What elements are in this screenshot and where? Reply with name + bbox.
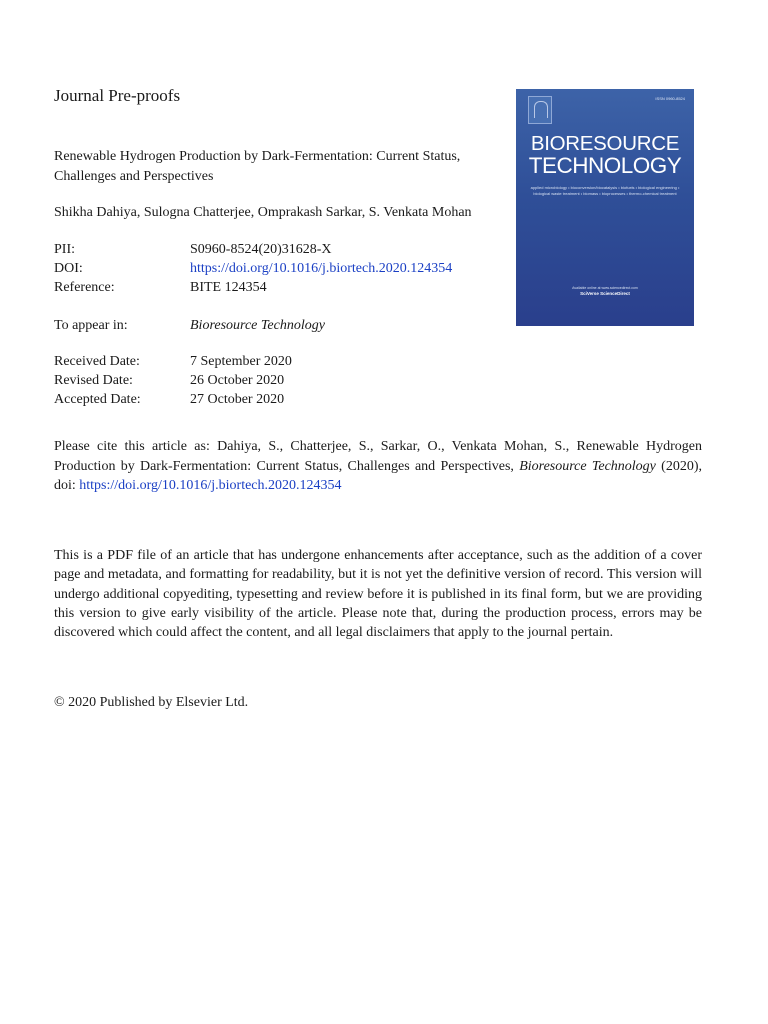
reference-label: Reference: bbox=[54, 280, 115, 295]
cover-footer-line2: SciVerse ScienceDirect bbox=[580, 291, 630, 296]
accepted-label: Accepted Date: bbox=[54, 392, 141, 407]
meta-row-pii bbox=[54, 240, 514, 259]
copyright-notice: © 2020 Published by Elsevier Ltd. bbox=[54, 695, 249, 710]
appear-journal: Bioresource Technology bbox=[190, 318, 325, 333]
cover-footer bbox=[516, 286, 694, 296]
revised-label: Revised Date: bbox=[54, 373, 133, 388]
doi-link[interactable]: https://doi.org/10.1016/j.biortech.2020.124354 bbox=[190, 261, 453, 276]
citation-year: (2020), doi: bbox=[54, 458, 703, 493]
pii-value: S0960-8524(20)31628-X bbox=[190, 242, 332, 257]
citation-doi-link[interactable]: https://doi.org/10.1016/j.biortech.2020.124354 bbox=[79, 478, 342, 493]
citation-journal: Bioresource Technology bbox=[519, 458, 656, 474]
cover-footer-line1: Available online at www.sciencedirect.com bbox=[572, 286, 638, 290]
cover-issn: ISSN 0960-8524 bbox=[655, 96, 685, 101]
journal-cover-image bbox=[516, 89, 694, 326]
meta-row-appear bbox=[54, 316, 514, 335]
cover-title-line2: TECHNOLOGY bbox=[528, 153, 682, 178]
article-authors: Shikha Dahiya, Sulogna Chatterjee, Omprakash Sarkar, S. Venkata Mohan bbox=[54, 205, 472, 220]
meta-row-received bbox=[54, 352, 514, 371]
pii-label: PII: bbox=[54, 242, 75, 257]
meta-row-accepted bbox=[54, 390, 514, 409]
doi-label: DOI: bbox=[54, 261, 83, 276]
cover-title-line1: BIORESOURCE bbox=[530, 132, 680, 155]
meta-row-doi bbox=[54, 259, 514, 278]
meta-row-reference bbox=[54, 278, 514, 297]
citation-paragraph bbox=[54, 437, 702, 496]
received-value: 7 September 2020 bbox=[190, 354, 292, 369]
revised-value: 26 October 2020 bbox=[190, 373, 285, 388]
received-label: Received Date: bbox=[54, 354, 140, 369]
citation-text: Please cite this article as: Dahiya, S., Chatterjee, S., Sarkar, O., Venkata Mohan, S., Renewable Hydrogen Production by Dark-Fermentation: Current Status, Challenges and Perspectives, bbox=[54, 439, 702, 474]
cover-topics: applied microbiology • bioconversion/biocatalysis • biofuels • biological engineering • biological waste treatment • biomass • bioprocesses • thermo-chemical treatment bbox=[530, 185, 680, 196]
appear-label: To appear in: bbox=[54, 318, 128, 333]
accepted-value: 27 October 2020 bbox=[190, 392, 285, 407]
elsevier-tree-logo-icon bbox=[528, 96, 552, 124]
cover-title bbox=[516, 133, 694, 177]
article-title: Renewable Hydrogen Production by Dark-Fermentation: Current Status, Challenges and Perspectives bbox=[54, 149, 461, 184]
preproof-notice: This is a PDF file of an article that has undergone enhancements after acceptance, such as the addition of a cover page and metadata, and formatting for readability, but it is not yet the definitive version of record. This version will undergo additional copyediting, typesetting and review before it is published in its final form, but we are providing this version to give early visibility of the article. Please note that, during the production process, errors may be discovered which could affect the content, and all legal disclaimers that apply to the journal pertain. bbox=[54, 548, 702, 641]
meta-row-revised bbox=[54, 371, 514, 390]
reference-value: BITE 124354 bbox=[190, 280, 267, 295]
journal-preproofs-label: Journal Pre-proofs bbox=[54, 86, 181, 105]
